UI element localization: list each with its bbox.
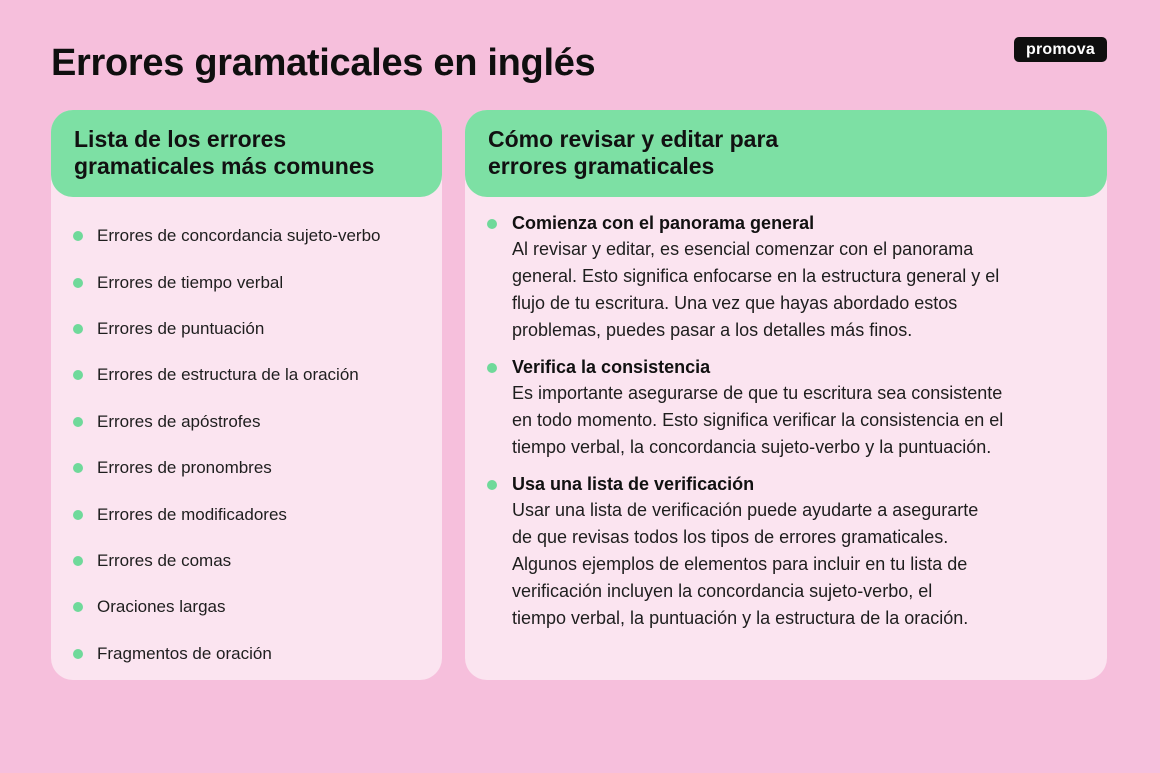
tip-body (512, 236, 1077, 344)
tip-line: general. Esto significa enfocarse en la estructura general y el (512, 266, 1000, 286)
tip-line: tiempo verbal, la puntuación y la estructura de la oración. (512, 608, 969, 628)
review-tips-list (487, 210, 1077, 632)
list-item-label: Errores de tiempo verbal (97, 272, 284, 292)
tip-line: en todo momento. Esto significa verificar la consistencia en el (512, 410, 1004, 430)
tip-line: verificación incluyen la concordancia sujeto-verbo, el (512, 581, 933, 601)
list-item-label: Fragmentos de oración (97, 643, 272, 663)
page-title: Errores gramaticales en inglés (51, 42, 596, 84)
bullet-dot-icon (73, 370, 83, 380)
review-tips-card (465, 110, 1107, 680)
list-item (73, 538, 380, 584)
list-item-label: Errores de apóstrofes (97, 411, 261, 431)
bullet-dot-icon (73, 278, 83, 288)
list-item (73, 584, 380, 630)
list-item (73, 445, 380, 491)
tip-item (487, 354, 1077, 461)
bullet-dot-icon (73, 649, 83, 659)
common-errors-heading (51, 110, 442, 197)
tip-title: Comienza con el panorama general (512, 213, 815, 233)
list-item-label: Errores de comas (97, 550, 232, 570)
bullet-dot-icon (73, 556, 83, 566)
tip-line: flujo de tu escritura. Una vez que hayas abordado estos (512, 293, 958, 313)
bullet-dot-icon (73, 231, 83, 241)
tip-item (487, 210, 1077, 344)
heading-line: gramaticales más comunes (74, 153, 375, 179)
list-item-label: Errores de puntuación (97, 318, 265, 338)
list-item-label: Errores de concordancia sujeto-verbo (97, 226, 381, 246)
list-item (73, 259, 380, 305)
heading-line: Lista de los errores (74, 126, 287, 152)
tip-line: tiempo verbal, la concordancia sujeto-verbo y la puntuación. (512, 437, 992, 457)
common-errors-list (73, 213, 380, 677)
tip-line: Algunos ejemplos de elementos para incluir en tu lista de (512, 554, 968, 574)
bullet-dot-icon (487, 480, 497, 490)
list-item (73, 352, 380, 398)
tip-title: Verifica la consistencia (512, 357, 711, 377)
list-item-label: Errores de estructura de la oración (97, 365, 359, 385)
list-item-label: Errores de pronombres (97, 458, 272, 478)
tip-line: Al revisar y editar, es esencial comenzar con el panorama (512, 239, 974, 259)
heading-line: Cómo revisar y editar para (488, 126, 779, 152)
bullet-dot-icon (487, 363, 497, 373)
promova-logo: promova (1014, 37, 1107, 62)
list-item (73, 631, 380, 677)
list-item (73, 306, 380, 352)
list-item (73, 491, 380, 537)
heading-line: errores gramaticales (488, 153, 715, 179)
bullet-dot-icon (73, 324, 83, 334)
tip-line: de que revisas todos los tipos de errores gramaticales. (512, 527, 949, 547)
tip-item (487, 471, 1077, 632)
tip-body (512, 497, 1077, 632)
list-item (73, 213, 380, 259)
bullet-dot-icon (487, 219, 497, 229)
tip-title: Usa una lista de verificación (512, 474, 755, 494)
list-item-label: Oraciones largas (97, 597, 226, 617)
tip-line: Es importante asegurarse de que tu escritura sea consistente (512, 383, 1003, 403)
bullet-dot-icon (73, 510, 83, 520)
bullet-dot-icon (73, 602, 83, 612)
tip-line: problemas, puedes pasar a los detalles más finos. (512, 320, 913, 340)
list-item-label: Errores de modificadores (97, 504, 287, 524)
bullet-dot-icon (73, 417, 83, 427)
bullet-dot-icon (73, 463, 83, 473)
review-tips-heading (465, 110, 1107, 197)
common-errors-card (51, 110, 442, 680)
tip-body (512, 380, 1077, 461)
list-item (73, 399, 380, 445)
tip-line: Usar una lista de verificación puede ayudarte a asegurarte (512, 500, 979, 520)
